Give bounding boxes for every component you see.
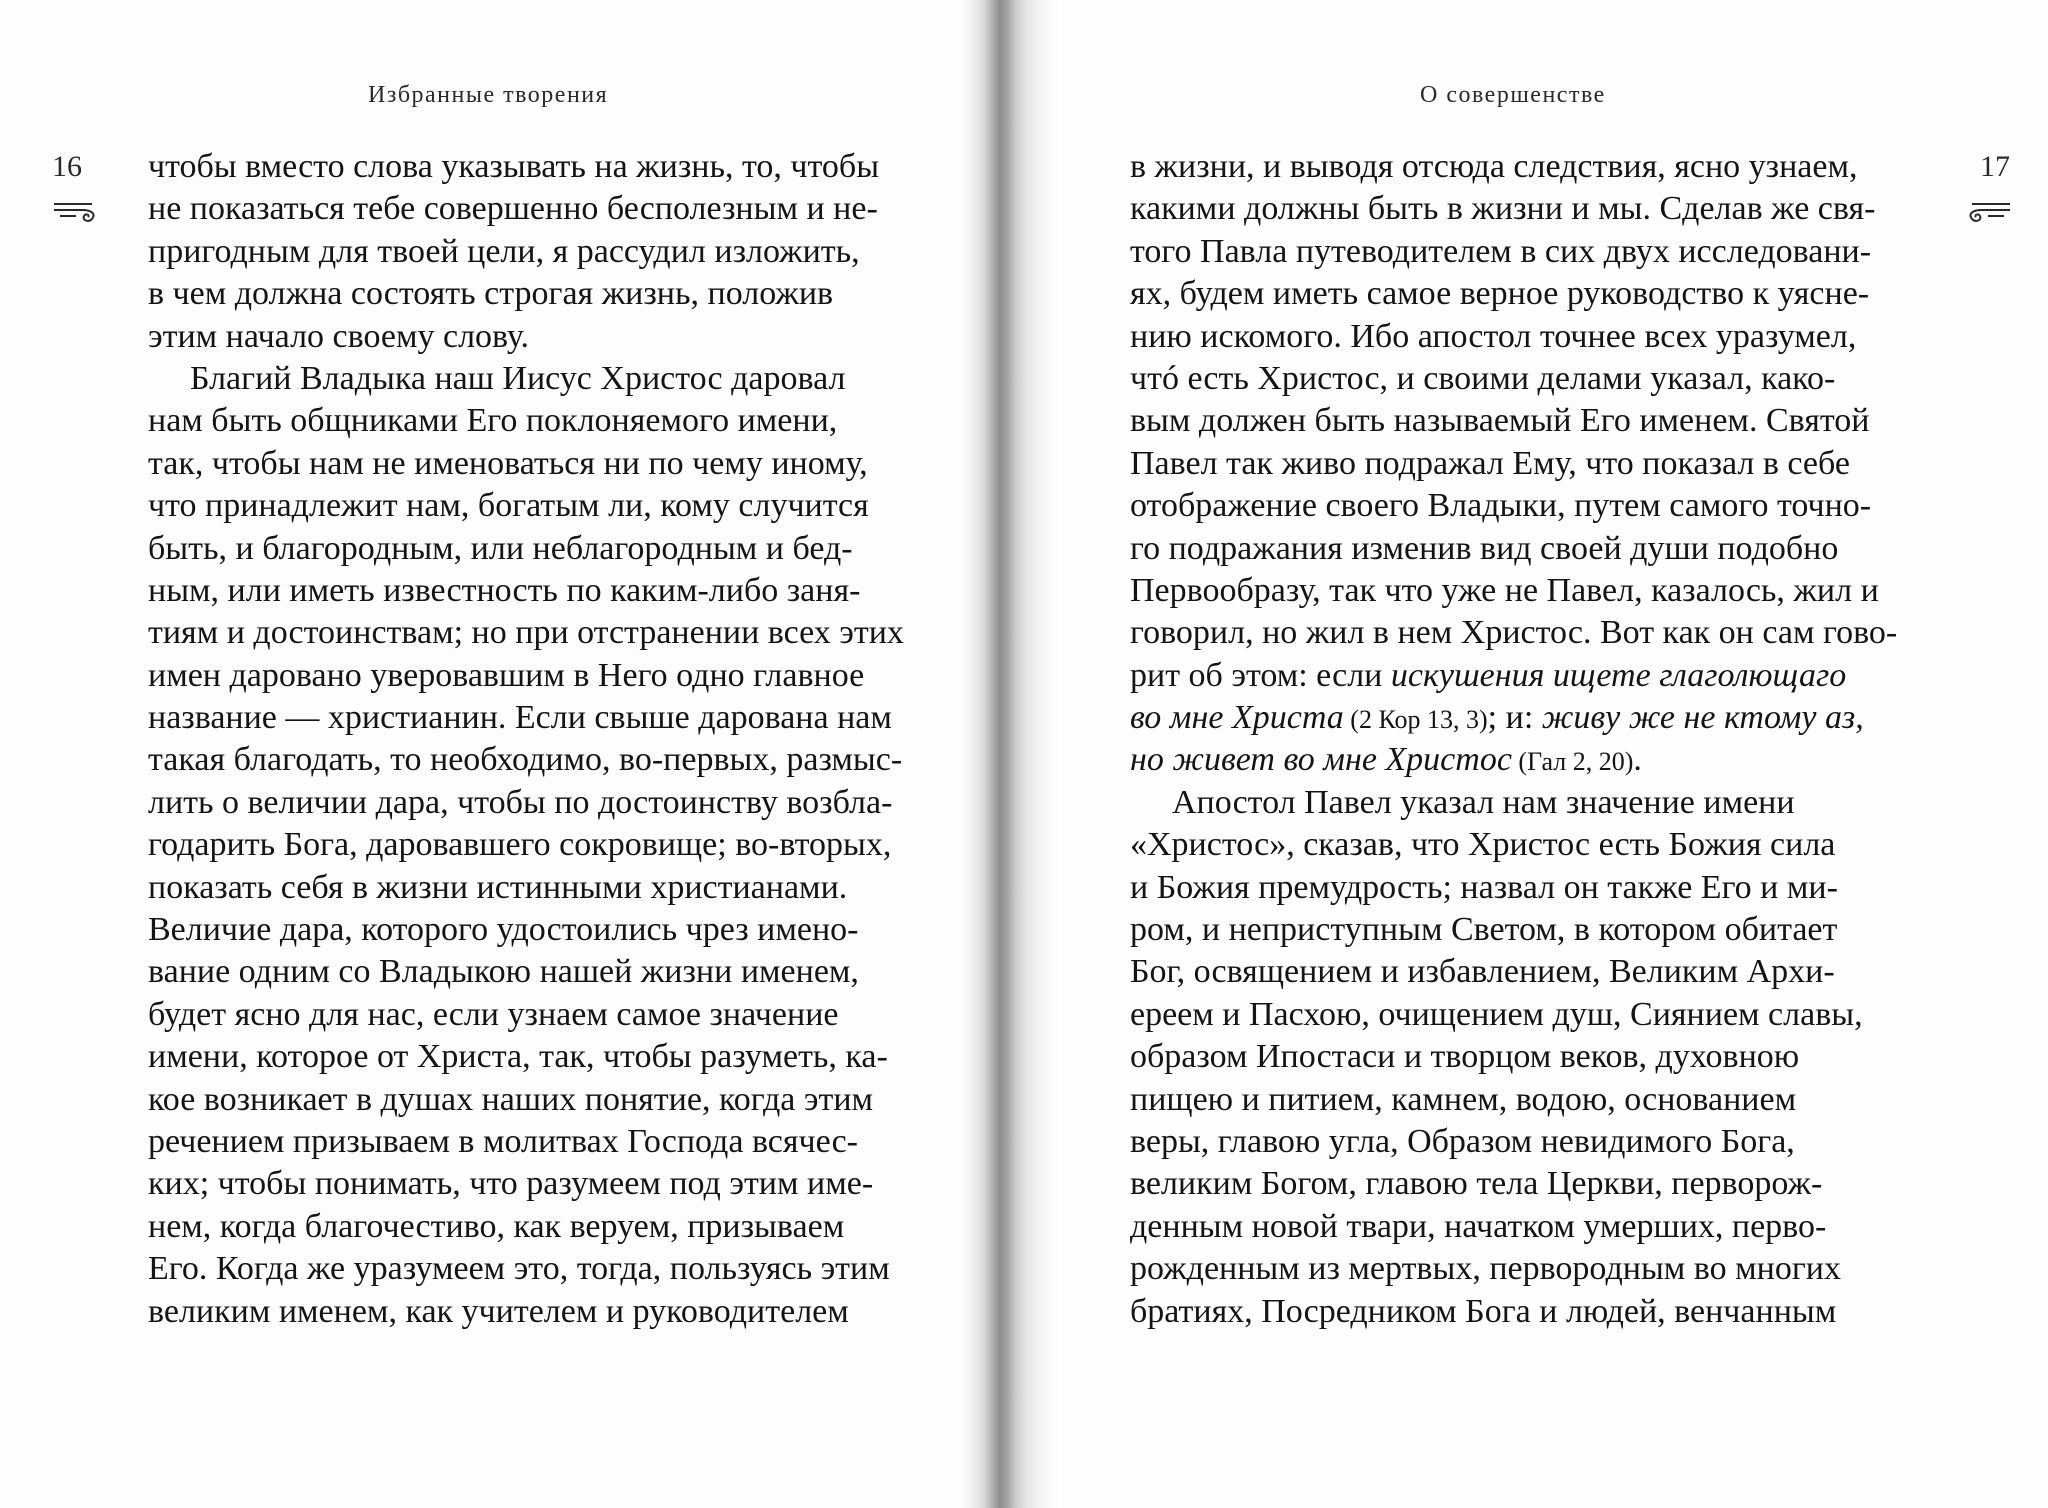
text-line: в жизни, и выводя отсюда следствия, ясно узнаем, bbox=[1130, 148, 1858, 185]
text-line: такая благодать, то необходимо, во-первых, размыс- bbox=[148, 741, 903, 779]
text-line: великим Богом, главою тела Церкви, перворож- bbox=[1130, 1165, 1823, 1203]
text-line: и Божия премудрость; назвал он также Его и ми- bbox=[1130, 868, 1838, 906]
text-line: веры, главою угла, Образом невидимого Бога, bbox=[1130, 1122, 1795, 1160]
text-line: отображение своего Владыки, путем самого точно- bbox=[1130, 487, 1872, 525]
text-line: будет ясно для нас, если узнаем самое значение bbox=[148, 995, 839, 1033]
running-head-right: О совершенстве bbox=[1420, 82, 1606, 108]
text-line: нем, когда благочестиво, как веруем, призываем bbox=[148, 1207, 845, 1245]
text-line: братиях, Посредником Бога и людей, венчанным bbox=[1130, 1292, 1837, 1330]
text-line: этим начало своему слову. bbox=[148, 317, 530, 355]
text-segment: рит об этом: если bbox=[1130, 656, 1391, 694]
ornament-icon bbox=[1966, 200, 2012, 226]
scripture-reference: (Гал 2, 20) bbox=[1511, 747, 1634, 777]
text-line: кое возникает в душах наших понятие, когда этим bbox=[148, 1080, 874, 1118]
text-line: Апостол Павел указал нам значение имени bbox=[1172, 783, 1795, 821]
text-line: образом Ипостаси и творцом веков, духовною bbox=[1130, 1038, 1800, 1076]
left-page-text bbox=[148, 146, 938, 1333]
ornament-icon bbox=[52, 200, 98, 226]
text-line: Величие дара, которого удостоились чрез имено- bbox=[148, 911, 859, 949]
text-line: в чем должна состоять строгая жизнь, положив bbox=[148, 275, 834, 313]
text-line: Первообразу, так что уже не Павел, казалось, жил и bbox=[1130, 571, 1879, 609]
text-line: нам быть общниками Его поклоняемого имени, bbox=[148, 402, 838, 440]
text-line: лить о величии дара, чтобы по достоинству возбла- bbox=[148, 783, 893, 821]
text-line-with-quote bbox=[1130, 655, 1924, 697]
text-line: Бог, освящением и избавлением, Великим Архи- bbox=[1130, 953, 1835, 991]
text-line: Павел так живо подражал Ему, что показал в себе bbox=[1130, 444, 1850, 482]
scripture-quote: во мне Христа bbox=[1130, 699, 1344, 737]
text-line: ях, будем иметь самое верное руководство к уясне- bbox=[1130, 275, 1870, 313]
text-line: ным, или иметь известность по каким-либо заня- bbox=[148, 571, 861, 609]
text-line: великим именем, как учителем и руководителем bbox=[148, 1292, 849, 1330]
text-line: быть, и благородным, или неблагородным и бед- bbox=[148, 529, 853, 567]
right-page-text bbox=[1130, 146, 1924, 1333]
text-line: показать себя в жизни истинными христианами. bbox=[148, 868, 848, 906]
page-number-right: 17 bbox=[1980, 150, 2010, 183]
text-line: ких; чтобы понимать, что разумеем под этим име- bbox=[148, 1165, 874, 1203]
text-line: не показаться тебе совершенно бесполезным и не- bbox=[148, 190, 878, 228]
book-gutter bbox=[960, 0, 1060, 1508]
text-line: вание одним со Владыкою нашей жизни именем, bbox=[148, 953, 859, 991]
text-line: пригодным для твоей цели, я рассудил изложить, bbox=[148, 232, 860, 270]
text-line: ром, и неприступным Светом, в котором обитает bbox=[1130, 911, 1838, 949]
page-number-left: 16 bbox=[52, 150, 82, 183]
scripture-quote: но живет во мне Христос bbox=[1130, 741, 1512, 779]
text-line: Благий Владыка наш Иисус Христос даровал bbox=[190, 359, 846, 397]
running-head-left: Избранные творения bbox=[368, 82, 609, 108]
text-line: пищею и питием, камнем, водою, основанием bbox=[1130, 1080, 1797, 1118]
text-line: какими должны быть в жизни и мы. Сделав же свя- bbox=[1130, 190, 1876, 228]
scripture-quote: искушения ищете глаголющаго bbox=[1390, 656, 1847, 694]
text-line: тиям и достоинствам; но при отстранении всех этих bbox=[148, 614, 904, 652]
text-line: рожденным из мертвых, первородным во многих bbox=[1130, 1250, 1841, 1288]
text-segment: ; и: bbox=[1487, 699, 1542, 737]
text-line: вым должен быть называемый Его именем. Святой bbox=[1130, 402, 1870, 440]
text-line: нию искомого. Ибо апостол точнее всех уразумел, bbox=[1130, 317, 1857, 355]
text-line: ереем и Пасхою, очищением душ, Сиянием славы, bbox=[1130, 995, 1863, 1033]
text-line: го подражания изменив вид своей души подобно bbox=[1130, 529, 1839, 567]
scripture-quote: живу же не ктому аз, bbox=[1541, 699, 1864, 737]
text-line: так, чтобы нам не именоваться ни по чему иному, bbox=[148, 444, 868, 482]
text-line: имен даровано уверовавшим в Него одно главное bbox=[148, 656, 865, 694]
text-line: что принадлежит нам, богатым ли, кому случится bbox=[148, 487, 869, 525]
text-line: денным новой твари, начатком умерших, перво- bbox=[1130, 1207, 1827, 1245]
text-line: того Павла путеводителем в сих двух исследовани- bbox=[1130, 232, 1872, 270]
text-line-with-quote bbox=[1130, 739, 1924, 781]
text-line: чтó есть Христос, и своими делами указал, како- bbox=[1130, 359, 1836, 397]
text-line: «Христос», сказав, что Христос есть Божия сила bbox=[1130, 826, 1836, 864]
text-line: говорил, но жил в нем Христос. Вот как он сам гово- bbox=[1130, 614, 1898, 652]
text-line: годарить Бога, даровавшего сокровище; во-вторых, bbox=[148, 826, 892, 864]
text-line: название — христианин. Если свыше дарована нам bbox=[148, 699, 892, 737]
text-line: имени, которое от Христа, так, чтобы разуметь, ка- bbox=[148, 1038, 888, 1076]
text-segment: . bbox=[1633, 741, 1642, 779]
scripture-reference: (2 Кор 13, 3) bbox=[1343, 705, 1488, 735]
text-line: речением призываем в молитвах Господа всячес- bbox=[148, 1122, 858, 1160]
text-line: чтобы вместо слова указывать на жизнь, то, чтобы bbox=[148, 148, 880, 185]
text-line: Его. Когда же уразумеем это, тогда, пользуясь этим bbox=[148, 1250, 890, 1288]
text-line-with-quote bbox=[1130, 697, 1924, 739]
